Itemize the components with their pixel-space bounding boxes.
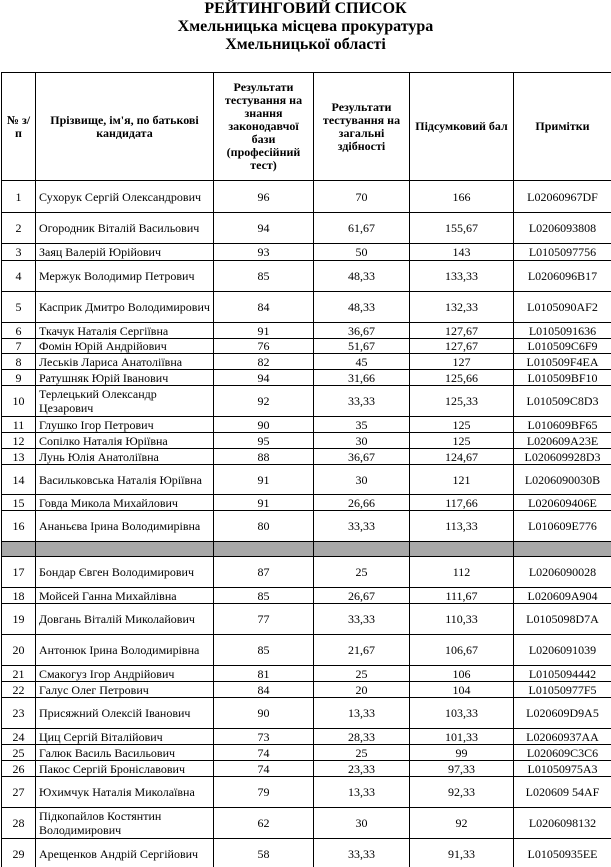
cell-number: 6 (2, 323, 36, 339)
cell-number: 10 (2, 386, 36, 417)
cell-total: 133,33 (410, 261, 514, 292)
cell-law-test: 84 (214, 292, 314, 323)
cell-name: Пакос Сергій Броніславович (36, 761, 214, 777)
cell-law-test: 90 (214, 417, 314, 433)
cell-general-test: 33,33 (314, 604, 410, 635)
cell-total: 117,66 (410, 495, 514, 511)
cell-total: 92 (410, 808, 514, 839)
table-row (2, 604, 611, 635)
cell-total: 127,67 (410, 339, 514, 354)
table-row (2, 557, 611, 588)
table-separator-row (2, 542, 611, 557)
document-subtitle-office: Хмельницька місцева прокуратура (177, 18, 434, 35)
column-header-total: Підсумковий бал (410, 73, 514, 181)
table-row (2, 682, 611, 698)
cell-general-test: 13,33 (314, 698, 410, 729)
cell-total: 111,67 (410, 588, 514, 604)
cell-name: Галус Олег Петрович (36, 682, 214, 698)
cell-total: 132,33 (410, 292, 514, 323)
cell-law-test: 87 (214, 557, 314, 588)
table-row (2, 370, 611, 386)
table-row (2, 354, 611, 370)
cell-number: 17 (2, 557, 36, 588)
cell-law-test: 90 (214, 698, 314, 729)
cell-number: 11 (2, 417, 36, 433)
cell-law-test: 58 (214, 839, 314, 867)
cell-law-test: 62 (214, 808, 314, 839)
table-row (2, 698, 611, 729)
table-row (2, 244, 611, 261)
cell-general-test: 23,33 (314, 761, 410, 777)
cell-total: 125,33 (410, 386, 514, 417)
cell-total: 155,67 (410, 213, 514, 244)
cell-notes: L0206096B17 (514, 261, 611, 292)
cell-name: Довгань Віталій Миколайович (36, 604, 214, 635)
table-row (2, 465, 611, 495)
cell-name: Циц Сергій Віталійович (36, 729, 214, 745)
cell-general-test: 70 (314, 181, 410, 213)
separator-cell (314, 542, 410, 557)
cell-notes: L0105097756 (514, 244, 611, 261)
cell-total: 103,33 (410, 698, 514, 729)
cell-notes: L0206093808 (514, 213, 611, 244)
rating-table (1, 72, 611, 867)
cell-general-test: 30 (314, 433, 410, 449)
cell-number: 5 (2, 292, 36, 323)
cell-notes: L010609E776 (514, 511, 611, 542)
cell-number: 22 (2, 682, 36, 698)
cell-notes: L010509C8D3 (514, 386, 611, 417)
table-row (2, 588, 611, 604)
cell-general-test: 26,66 (314, 495, 410, 511)
cell-notes: L010509BF10 (514, 370, 611, 386)
cell-general-test: 45 (314, 354, 410, 370)
cell-general-test: 28,33 (314, 729, 410, 745)
cell-total: 101,33 (410, 729, 514, 745)
cell-name: Леськів Лариса Анатоліївна (36, 354, 214, 370)
table-row (2, 213, 611, 244)
cell-number: 19 (2, 604, 36, 635)
cell-number: 24 (2, 729, 36, 745)
cell-total: 127,67 (410, 323, 514, 339)
cell-total: 127 (410, 354, 514, 370)
cell-total: 104 (410, 682, 514, 698)
cell-law-test: 93 (214, 244, 314, 261)
cell-total: 125 (410, 433, 514, 449)
cell-number: 28 (2, 808, 36, 839)
cell-notes: L020609D9A5 (514, 698, 611, 729)
cell-name: Терлецький Олександр Цезарович (36, 386, 214, 417)
cell-number: 27 (2, 777, 36, 808)
cell-name: Підкопайлов Костянтин Володимирович (36, 808, 214, 839)
cell-name: Огородник Віталій Васильович (36, 213, 214, 244)
cell-name: Глушко Ігор Петрович (36, 417, 214, 433)
cell-number: 4 (2, 261, 36, 292)
cell-number: 1 (2, 181, 36, 213)
table-row (2, 417, 611, 433)
cell-general-test: 31,66 (314, 370, 410, 386)
cell-notes: L02060967DF (514, 181, 611, 213)
cell-number: 13 (2, 449, 36, 465)
separator-cell (410, 542, 514, 557)
cell-law-test: 91 (214, 465, 314, 495)
cell-number: 21 (2, 666, 36, 682)
table-row (2, 323, 611, 339)
document-title: РЕЙТИНГОВИЙ СПИСОК (204, 0, 407, 17)
cell-number: 14 (2, 465, 36, 495)
cell-name: Заяц Валерій Юрійович (36, 244, 214, 261)
cell-name: Ананьєва Ірина Володимирівна (36, 511, 214, 542)
cell-notes: L020609928D3 (514, 449, 611, 465)
cell-law-test: 85 (214, 588, 314, 604)
column-header-law-test: Результати тестування на знання законодавчої бази (професійний тест) (214, 73, 314, 181)
cell-notes: L020609406E (514, 495, 611, 511)
cell-number: 3 (2, 244, 36, 261)
cell-law-test: 95 (214, 433, 314, 449)
cell-general-test: 61,67 (314, 213, 410, 244)
cell-general-test: 33,33 (314, 839, 410, 867)
table-row (2, 666, 611, 682)
cell-total: 110,33 (410, 604, 514, 635)
table-row (2, 745, 611, 761)
cell-number: 16 (2, 511, 36, 542)
cell-notes: L010509C6F9 (514, 339, 611, 354)
cell-name: Бондар Євген Володимирович (36, 557, 214, 588)
cell-total: 125,66 (410, 370, 514, 386)
cell-number: 18 (2, 588, 36, 604)
cell-notes: L0206090030B (514, 465, 611, 495)
cell-name: Мержук Володимир Петрович (36, 261, 214, 292)
cell-total: 106,67 (410, 635, 514, 666)
cell-general-test: 48,33 (314, 261, 410, 292)
cell-notes: L02060937AA (514, 729, 611, 745)
cell-general-test: 35 (314, 417, 410, 433)
cell-name: Ткачук Наталія Сергіївна (36, 323, 214, 339)
table-body (2, 181, 611, 867)
table-row (2, 339, 611, 354)
cell-name: Лунь Юлія Анатоліївна (36, 449, 214, 465)
cell-notes: L010609BF65 (514, 417, 611, 433)
cell-law-test: 79 (214, 777, 314, 808)
cell-notes: L020609A904 (514, 588, 611, 604)
cell-general-test: 26,67 (314, 588, 410, 604)
table-header-row (2, 73, 611, 181)
cell-law-test: 85 (214, 261, 314, 292)
cell-general-test: 25 (314, 745, 410, 761)
table-row (2, 808, 611, 839)
cell-general-test: 30 (314, 465, 410, 495)
cell-name: Юхимчук Наталія Миколаївна (36, 777, 214, 808)
cell-total: 113,33 (410, 511, 514, 542)
cell-law-test: 73 (214, 729, 314, 745)
cell-name: Присяжний Олексій Іванович (36, 698, 214, 729)
cell-notes: L0206098132 (514, 808, 611, 839)
cell-law-test: 92 (214, 386, 314, 417)
cell-name: Касприк Дмитро Володимирович (36, 292, 214, 323)
table-row (2, 261, 611, 292)
separator-cell (514, 542, 611, 557)
cell-general-test: 33,33 (314, 386, 410, 417)
cell-number: 20 (2, 635, 36, 666)
cell-number: 29 (2, 839, 36, 867)
cell-name: Мойсей Ганна Михайлівна (36, 588, 214, 604)
cell-number: 23 (2, 698, 36, 729)
cell-law-test: 84 (214, 682, 314, 698)
cell-general-test: 51,67 (314, 339, 410, 354)
cell-notes: L0206091039 (514, 635, 611, 666)
cell-law-test: 91 (214, 495, 314, 511)
cell-notes: L0105098D7A (514, 604, 611, 635)
cell-notes: L020609 54AF (514, 777, 611, 808)
cell-total: 166 (410, 181, 514, 213)
cell-law-test: 74 (214, 761, 314, 777)
table-row (2, 181, 611, 213)
separator-cell (2, 542, 36, 557)
cell-notes: L010509F4EA (514, 354, 611, 370)
cell-notes: L0105091636 (514, 323, 611, 339)
column-header-notes: Примітки (514, 73, 611, 181)
cell-general-test: 48,33 (314, 292, 410, 323)
cell-law-test: 81 (214, 666, 314, 682)
cell-total: 91,33 (410, 839, 514, 867)
cell-notes: L0206090028 (514, 557, 611, 588)
cell-name: Арещенков Андрій Сергійович (36, 839, 214, 867)
cell-general-test: 20 (314, 682, 410, 698)
separator-cell (36, 542, 214, 557)
table-row (2, 495, 611, 511)
table-row (2, 761, 611, 777)
table-row (2, 839, 611, 867)
cell-notes: L020609C3C6 (514, 745, 611, 761)
cell-notes: L01050975A3 (514, 761, 611, 777)
cell-general-test: 33,33 (314, 511, 410, 542)
cell-name: Васильковська Наталія Юріївна (36, 465, 214, 495)
cell-notes: L01050977F5 (514, 682, 611, 698)
cell-total: 106 (410, 666, 514, 682)
cell-name: Ратушняк Юрій Іванович (36, 370, 214, 386)
cell-law-test: 82 (214, 354, 314, 370)
cell-law-test: 96 (214, 181, 314, 213)
cell-law-test: 77 (214, 604, 314, 635)
cell-law-test: 88 (214, 449, 314, 465)
column-header-general-test: Результати тестування на загальні здібності (314, 73, 410, 181)
cell-name: Смакогуз Ігор Андрійович (36, 666, 214, 682)
cell-general-test: 36,67 (314, 449, 410, 465)
cell-total: 125 (410, 417, 514, 433)
cell-number: 8 (2, 354, 36, 370)
cell-law-test: 91 (214, 323, 314, 339)
cell-name: Галюк Василь Васильович (36, 745, 214, 761)
cell-number: 7 (2, 339, 36, 354)
table-row (2, 292, 611, 323)
cell-number: 12 (2, 433, 36, 449)
cell-general-test: 30 (314, 808, 410, 839)
cell-general-test: 50 (314, 244, 410, 261)
cell-general-test: 25 (314, 666, 410, 682)
table-row (2, 511, 611, 542)
table-row (2, 777, 611, 808)
cell-general-test: 21,67 (314, 635, 410, 666)
cell-name: Сопілко Наталія Юріївна (36, 433, 214, 449)
cell-total: 92,33 (410, 777, 514, 808)
cell-general-test: 13,33 (314, 777, 410, 808)
cell-notes: L020609A23E (514, 433, 611, 449)
column-header-number: № з/п (2, 73, 36, 181)
cell-name: Фомін Юрій Андрійович (36, 339, 214, 354)
cell-total: 121 (410, 465, 514, 495)
cell-number: 9 (2, 370, 36, 386)
cell-number: 26 (2, 761, 36, 777)
cell-law-test: 80 (214, 511, 314, 542)
document-subtitle-region: Хмельницької області (225, 36, 386, 53)
cell-name: Сухорук Сергій Олександрович (36, 181, 214, 213)
cell-name: Антонюк Ірина Володимирівна (36, 635, 214, 666)
table-row (2, 635, 611, 666)
document-header (0, 0, 611, 58)
cell-name: Говда Микола Михайлович (36, 495, 214, 511)
cell-law-test: 74 (214, 745, 314, 761)
cell-notes: L0105090AF2 (514, 292, 611, 323)
cell-law-test: 94 (214, 370, 314, 386)
separator-cell (214, 542, 314, 557)
cell-total: 143 (410, 244, 514, 261)
cell-number: 25 (2, 745, 36, 761)
cell-law-test: 76 (214, 339, 314, 354)
cell-general-test: 25 (314, 557, 410, 588)
cell-total: 97,33 (410, 761, 514, 777)
cell-total: 124,67 (410, 449, 514, 465)
cell-total: 99 (410, 745, 514, 761)
cell-number: 2 (2, 213, 36, 244)
cell-total: 112 (410, 557, 514, 588)
cell-number: 15 (2, 495, 36, 511)
cell-law-test: 94 (214, 213, 314, 244)
table-row (2, 386, 611, 417)
column-header-name: Прізвище, ім'я, по батькові кандидата (36, 73, 214, 181)
cell-notes: L0105094442 (514, 666, 611, 682)
table-row (2, 433, 611, 449)
table-row (2, 729, 611, 745)
cell-notes: L01050935EE (514, 839, 611, 867)
cell-law-test: 85 (214, 635, 314, 666)
table-row (2, 449, 611, 465)
cell-general-test: 36,67 (314, 323, 410, 339)
